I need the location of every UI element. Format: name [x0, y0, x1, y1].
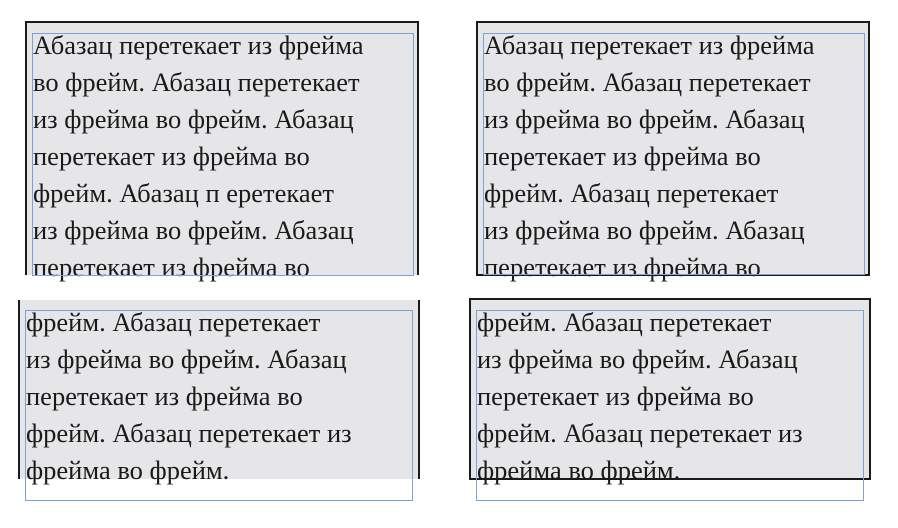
text-line: из фрейма во фрейм. Абазац: [477, 344, 798, 374]
text-frame-bottom-right-content: [477, 304, 803, 489]
text-line: перетекает из фрейма во: [484, 141, 761, 171]
text-line: фрейм. Абазац перетекает из: [26, 418, 352, 448]
text-line: перетекает из фрейма во: [477, 381, 754, 411]
text-frame-bottom-left-content: [26, 304, 352, 489]
text-line: фрейм. Абазац перетекает из: [477, 418, 803, 448]
text-line: во фрейм. Абазац перетекает: [33, 67, 360, 97]
text-line: перетекает из фрейма во: [33, 252, 310, 282]
text-line: из фрейма во фрейм. Абазац: [26, 344, 347, 374]
text-line: фрейм. Абазац перетекает: [477, 307, 772, 337]
text-line: перетекает из фрейма во: [484, 252, 761, 282]
text-line: перетекает из фрейма во: [33, 141, 310, 171]
text-line: во фрейм. Абазац перетекает: [484, 67, 811, 97]
text-line: из фрейма во фрейм. Абазац: [33, 104, 354, 134]
text-frame-top-right-content: [484, 27, 815, 286]
text-line: фрейма во фрейм.: [26, 455, 230, 485]
text-line: из фрейма во фрейм. Абазац: [484, 104, 805, 134]
text-line: фрейм. Абазац перетекает: [26, 307, 321, 337]
text-line: перетекает из фрейма во: [26, 381, 303, 411]
text-line: Абазац перетекает из фрейма: [33, 30, 364, 60]
text-line: фрейм. Абазац п еретекает: [33, 178, 334, 208]
text-line: Абазац перетекает из фрейма: [484, 30, 815, 60]
text-line: из фрейма во фрейм. Абазац: [33, 215, 354, 245]
text-line: фрейма во фрейм.: [477, 455, 681, 485]
text-frame-top-left-content: [33, 27, 364, 286]
text-line: фрейм. Абазац перетекает: [484, 178, 779, 208]
text-line: из фрейма во фрейм. Абазац: [484, 215, 805, 245]
